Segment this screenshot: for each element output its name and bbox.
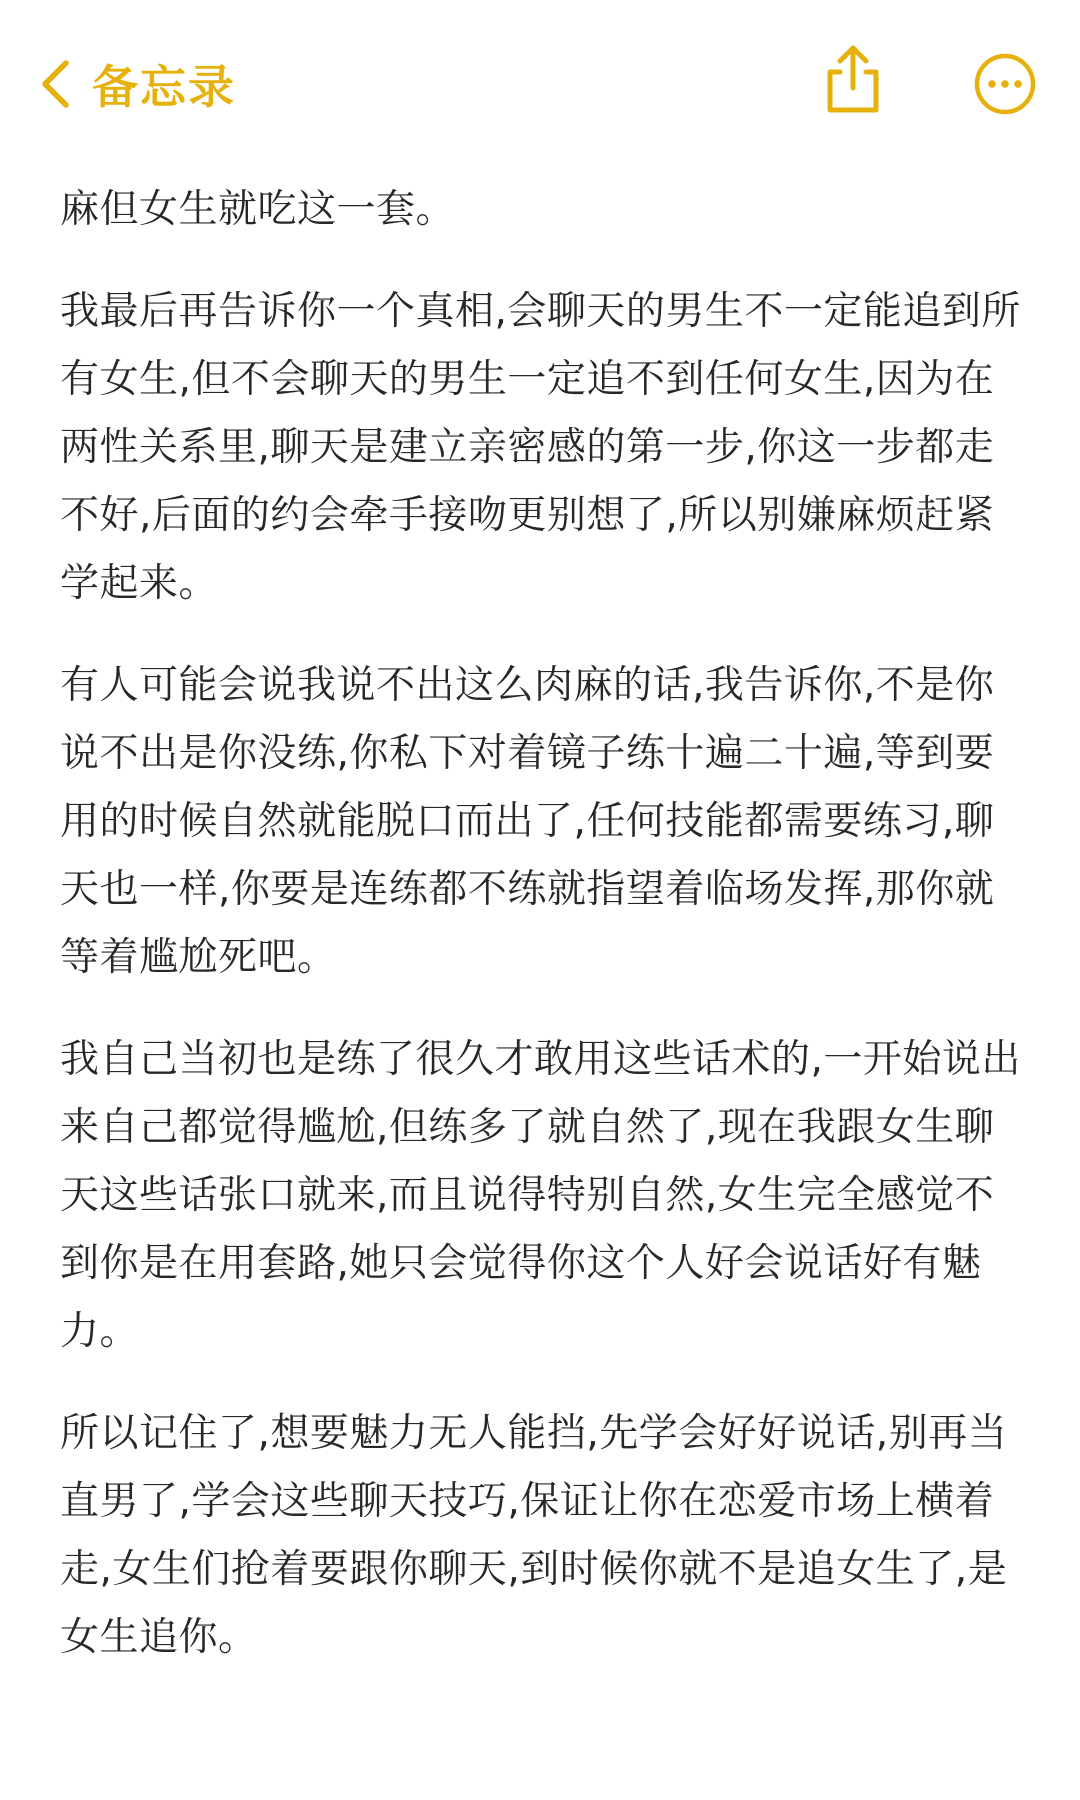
share-icon	[822, 101, 884, 120]
back-button[interactable]	[40, 52, 236, 116]
note-body[interactable]	[60, 176, 1022, 1706]
note-paragraph: 我自己当初也是练了很久才敢用这些话术的,一开始说出来自己都觉得尴尬,但练多了就自然了,现在我跟女生聊天这些话张口就来,而且说得特别自然,女生完全感觉不到你是在用套路,她只会觉得你这个人好会说话好有魅力。	[60, 1037, 1021, 1354]
note-paragraph: 有人可能会说我说不出这么肉麻的话,我告诉你,不是你说不出是你没练,你私下对着镜子练十遍二十遍,等到要用的时候自然就能脱口而出了,任何技能都需要练习,聊天也一样,你要是连练都不练就指望着临场发挥,那你就等着尴尬死吧。	[60, 663, 995, 980]
back-label: 备忘录	[92, 60, 236, 114]
chevron-left-icon	[40, 59, 70, 109]
note-paragraph: 麻但女生就吃这一套。	[60, 187, 456, 232]
note-paragraph: 我最后再告诉你一个真相,会聊天的男生不一定能追到所有女生,但不会聊天的男生一定追不到任何女生,因为在两性关系里,聊天是建立亲密感的第一步,你这一步都走不好,后面的约会牵手接吻更别想了,所以别嫌麻烦赶紧学起来。	[60, 289, 1021, 606]
note-paragraph: 所以记住了,想要魅力无人能挡,先学会好好说话,别再当直男了,学会这些聊天技巧,保证让你在恋爱市场上横着走,女生们抢着要跟你聊天,到时候你就不是追女生了,是女生追你。	[60, 1411, 1008, 1660]
share-button[interactable]	[822, 44, 884, 120]
navigation-bar	[0, 0, 1080, 150]
more-icon	[973, 101, 1037, 120]
more-button[interactable]	[973, 52, 1037, 120]
